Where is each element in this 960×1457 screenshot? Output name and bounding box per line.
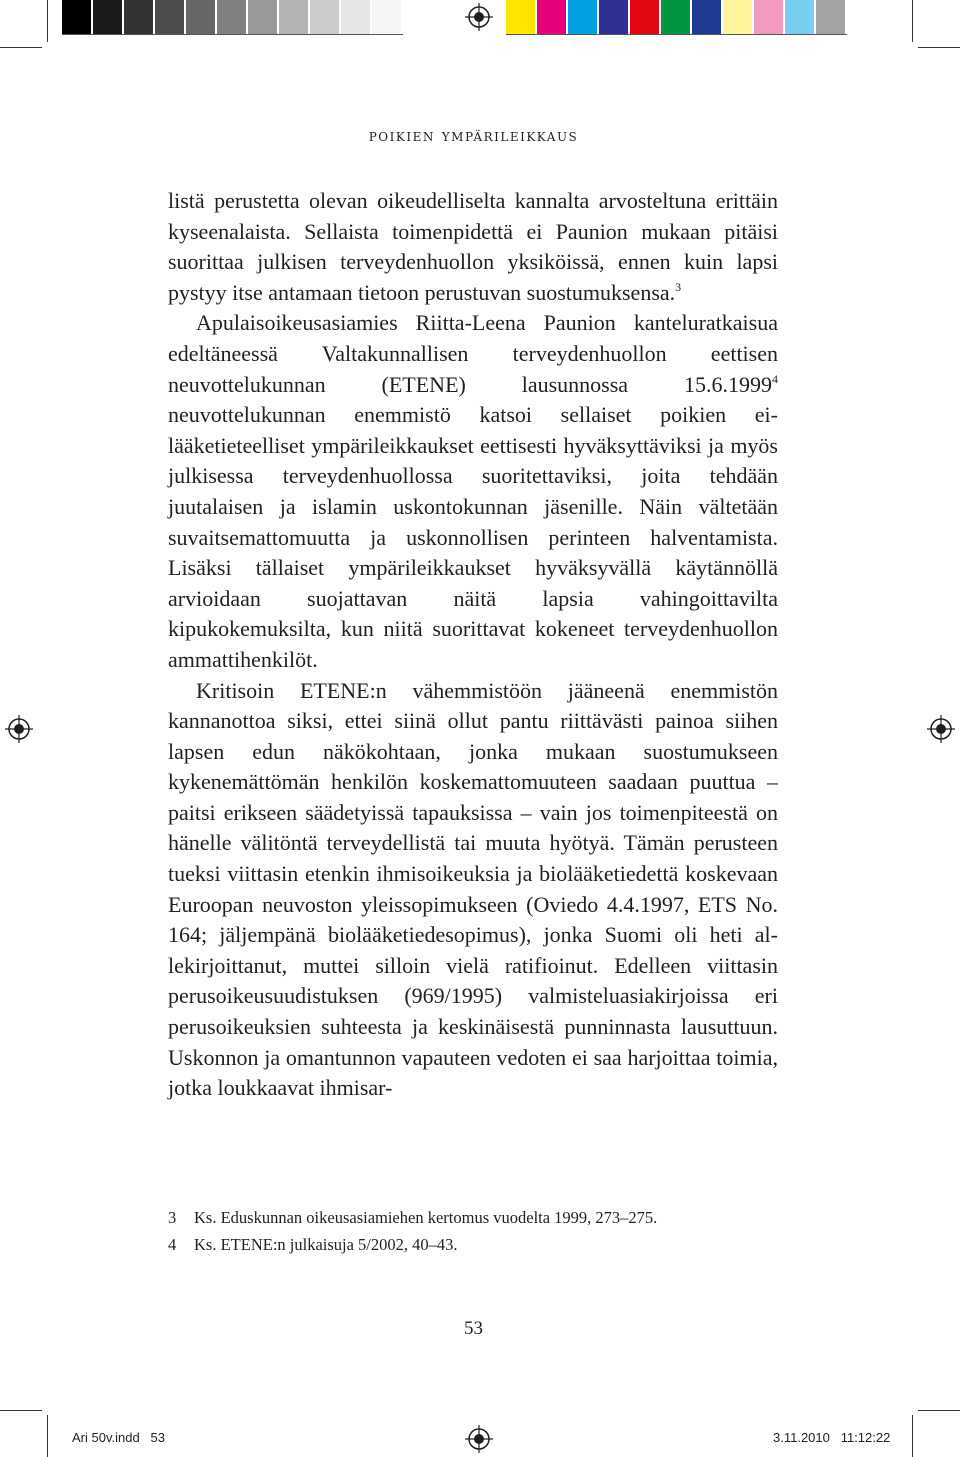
slug-filename: Ari 50v.indd 53 <box>72 1430 165 1445</box>
color-patch <box>186 0 217 34</box>
paragraph-text: Apulaisoikeusasiamies Riitta-Leena Paunion kanteluratkaisua edeltäneessä Valtakunnallisen terveydenhuollon eettisen neuvottelukunnan (ETENE) lausunnossa 15.6.1999 <box>168 310 778 397</box>
color-patch <box>248 0 279 34</box>
footnote <box>168 1231 788 1258</box>
footnote-reference[interactable]: 3 <box>675 279 682 294</box>
paragraph-1 <box>168 186 778 308</box>
crop-mark-bottom-left-horizontal <box>0 1410 42 1411</box>
color-patch <box>816 0 847 34</box>
registration-mark-right-icon <box>927 715 955 743</box>
color-patch <box>537 0 568 34</box>
body-text <box>168 186 778 1104</box>
grayscale-color-bar <box>62 0 403 35</box>
page-number: 53 <box>464 1318 483 1339</box>
paragraph-text: neuvottelukunnan enemmistö katsoi sellaiset poikien ei-lääketieteelliset ympärileikkaukset eettisesti hyväksyttäviksi ja myös julkisessa terveydenhuollossa suoritettaviksi, joita tehdään juutalaisen ja islamin uskontokunnan jäsenille. Näin vältetään suvaitsemattomuutta ja uskonnollisen perinteen halventamista. Lisäksi tällaiset ympärileikkaukset hyväksyvällä käytännöllä arvioidaan suojattavan näitä lapsia vahingoittavilta kipukokemuksilta, kun niitä suorittavat kokeneet terveydenhuollon ammattihenkilöt. <box>168 402 778 672</box>
crop-mark-bottom-right-vertical <box>912 1415 913 1457</box>
process-color-bar <box>506 0 847 35</box>
crop-mark-bottom-left-vertical <box>47 1415 48 1457</box>
footnote <box>168 1204 788 1231</box>
color-patch <box>310 0 341 34</box>
color-patch <box>124 0 155 34</box>
color-patch <box>372 0 403 34</box>
slug-timestamp: 3.11.2010 11:12:22 <box>773 1430 891 1445</box>
color-patch <box>506 0 537 34</box>
crop-mark-bottom-right-horizontal <box>918 1410 960 1411</box>
crop-mark-top-left-vertical <box>47 0 48 42</box>
footnote-number: 3 <box>168 1208 177 1227</box>
color-patch <box>723 0 754 34</box>
color-patch <box>568 0 599 34</box>
color-patch <box>93 0 124 34</box>
color-patch <box>630 0 661 34</box>
footnote-text: Ks. ETENE:n julkaisuja 5/2002, 40–43. <box>194 1235 458 1254</box>
color-patch <box>754 0 785 34</box>
footnote-number: 4 <box>168 1235 177 1254</box>
paragraph-2 <box>168 308 778 675</box>
registration-mark-bottom-icon <box>465 1425 493 1453</box>
color-patch <box>62 0 93 34</box>
running-head: poikien ympärileikkaus <box>368 126 579 146</box>
color-patch <box>279 0 310 34</box>
paragraph-3 <box>168 676 778 1104</box>
paragraph-text: listä perustetta olevan oikeudelliselta kannalta arvosteltuna erittäin kyseenalaista. Sellaista toimenpidettä ei Paunion mukaan pitäisi suorittaa julkisen terveydenhuollon yksiköissä, ennen kuin lapsi pystyy itse antamaan tietoon perustuvan suostumuksensa. <box>168 188 778 305</box>
color-patch <box>341 0 372 34</box>
footnotes <box>168 1204 788 1258</box>
footnote-text: Ks. Eduskunnan oikeusasiamiehen kertomus vuodelta 1999, 273–275. <box>194 1208 658 1227</box>
footnote-reference[interactable]: 4 <box>772 371 778 386</box>
registration-mark-top-icon <box>465 3 493 31</box>
color-patch <box>785 0 816 34</box>
color-patch <box>692 0 723 34</box>
color-patch <box>217 0 248 34</box>
crop-mark-top-right-horizontal <box>918 47 960 48</box>
paragraph-text: Kritisoin ETENE:n vähemmistöön jääneenä enemmistön kannanottoa siksi, ettei siinä ollut pantu riittävästi painoa siihen lapsen edun näkökohtaan, jonka mukaan suostumukseen kykenemättömän henkilön koskemattomuuteen saadaan puuttua – paitsi erikseen säädetyissä tapauksissa – vain jos toimenpiteestä on hänelle välitöntä terveydellistä tai muuta hyötyä. Tämän perusteen tueksi viittasin etenkin ihmisoikeuksia ja biolääketiedettä koskevaan Euroopan neuvoston yleissopimukseen (Oviedo 4.4.1997, ETS No. 164; jäljempänä biolääketiedesopimus), jonka Suomi oli heti allekirjoittanut, muttei silloin vielä ratifioinut. Edelleen viittasin perusoikeusuudistuksen (969/1995) valmisteluasiakirjoissa eri perusoikeuksien suhteesta ja keskinäisestä punninnasta lausuttuun. Uskonnon ja omantunnon vapauteen vedoten ei saa harjoittaa toimia, jotka loukkaavat ihmisar- <box>168 677 778 1101</box>
crop-mark-top-right-vertical <box>912 0 913 42</box>
color-patch <box>599 0 630 34</box>
color-patch <box>661 0 692 34</box>
crop-mark-top-left-horizontal <box>0 47 42 48</box>
registration-mark-left-icon <box>5 715 33 743</box>
color-patch <box>155 0 186 34</box>
